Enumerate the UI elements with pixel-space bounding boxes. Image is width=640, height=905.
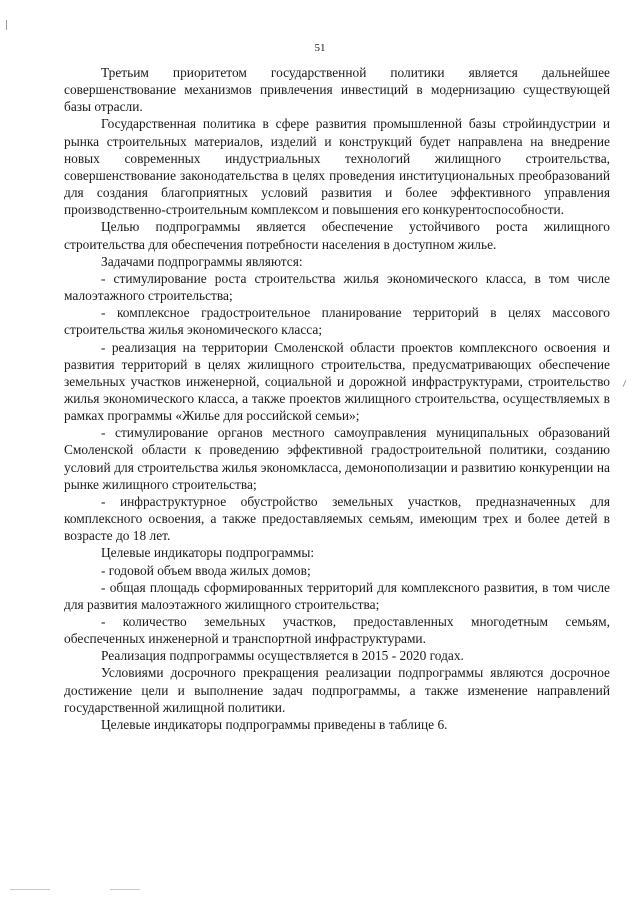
paragraph-termination: Условиями досрочного прекращения реализации подпрограммы являются досрочное достижение цели и выполнение задач подпрограммы, а также изменение направлений государственной жилищной политики. xyxy=(64,665,610,715)
indicator-item-2: - общая площадь сформированных территорий для комплексного развития, в том числе для развития малоэтажного жилищного строительства; xyxy=(64,579,610,612)
paragraph-table-reference: Целевые индикаторы подпрограммы приведены в таблице 6. xyxy=(101,716,448,732)
document-body xyxy=(64,64,610,733)
scan-mark-right xyxy=(623,380,627,387)
paragraph-state-policy: Государственная политика в сфере развития промышленной базы стройиндустрии и рынка строительных материалов, изделий и конструкций будет направлена на внедрение новых современных индустриальных технологий жилищного строительства, совершенствование законодательства в целях проведения институциональных преобразований для создания благоприятных условий развития и более эффективного управления производственно-строительным комплексом и повышения его конкурентоспособности. xyxy=(64,116,610,218)
paragraph-priority: Третьим приоритетом государственной политики является дальнейшее совершенствование механизмов привлечения инвестиций в модернизацию существующей базы отрасли. xyxy=(64,65,610,115)
paragraph-period: Реализация подпрограммы осуществляется в 2015 - 2020 годах. xyxy=(101,648,464,664)
task-item-4: - стимулирование органов местного самоуправления муниципальных образований Смоленской области к проведению эффективной градостроительной политики, созданию условий для строительства жилья экономкласса, демонополизации и развитию конкуренции на рынке жилищного строительства; xyxy=(64,425,610,492)
paragraph-tasks-heading: Задачами подпрограммы являются: xyxy=(101,253,303,269)
page-number: 51 xyxy=(314,42,326,54)
paragraph-goal: Целью подпрограммы является обеспечение устойчивого роста жилищного строительства для обеспечения потребности населения в доступном жилье. xyxy=(64,219,610,252)
task-item-3: - реализация на территории Смоленской области проектов комплексного освоения и развития территорий в целях жилищного строительства, предусматривающих обеспечение земельных участков инженерной, социальной и дорожной инфраструктурами, строительство жилья экономического класса, а также проектов жилищного строительства, осуществляемых в рамках программы «Жилье для российской семьи»; xyxy=(64,339,610,424)
scan-mark-bottom-center xyxy=(110,889,140,890)
task-item-5: - инфраструктурное обустройство земельных участков, предназначенных для комплексного освоения, а также предоставляемых семьям, имеющим трех и более детей в возрасте до 18 лет. xyxy=(64,493,610,544)
paragraph-indicators-heading: Целевые индикаторы подпрограммы: xyxy=(101,545,315,561)
task-item-1: - стимулирование роста строительства жилья экономического класса, в том числе малоэтажного строительства; xyxy=(64,270,610,304)
indicator-item-1: - годовой объем ввода жилых домов; xyxy=(101,562,311,578)
scan-mark-bottom-left xyxy=(10,889,50,890)
indicator-item-3: - количество земельных участков, предоставленных многодетным семьям, обеспеченных инженерной и транспортной инфраструктурами. xyxy=(64,614,610,647)
scan-mark-left xyxy=(6,20,7,30)
task-item-2: - комплексное градостроительное планирование территорий в целях массового строительства жилья экономического класса; xyxy=(64,305,610,338)
